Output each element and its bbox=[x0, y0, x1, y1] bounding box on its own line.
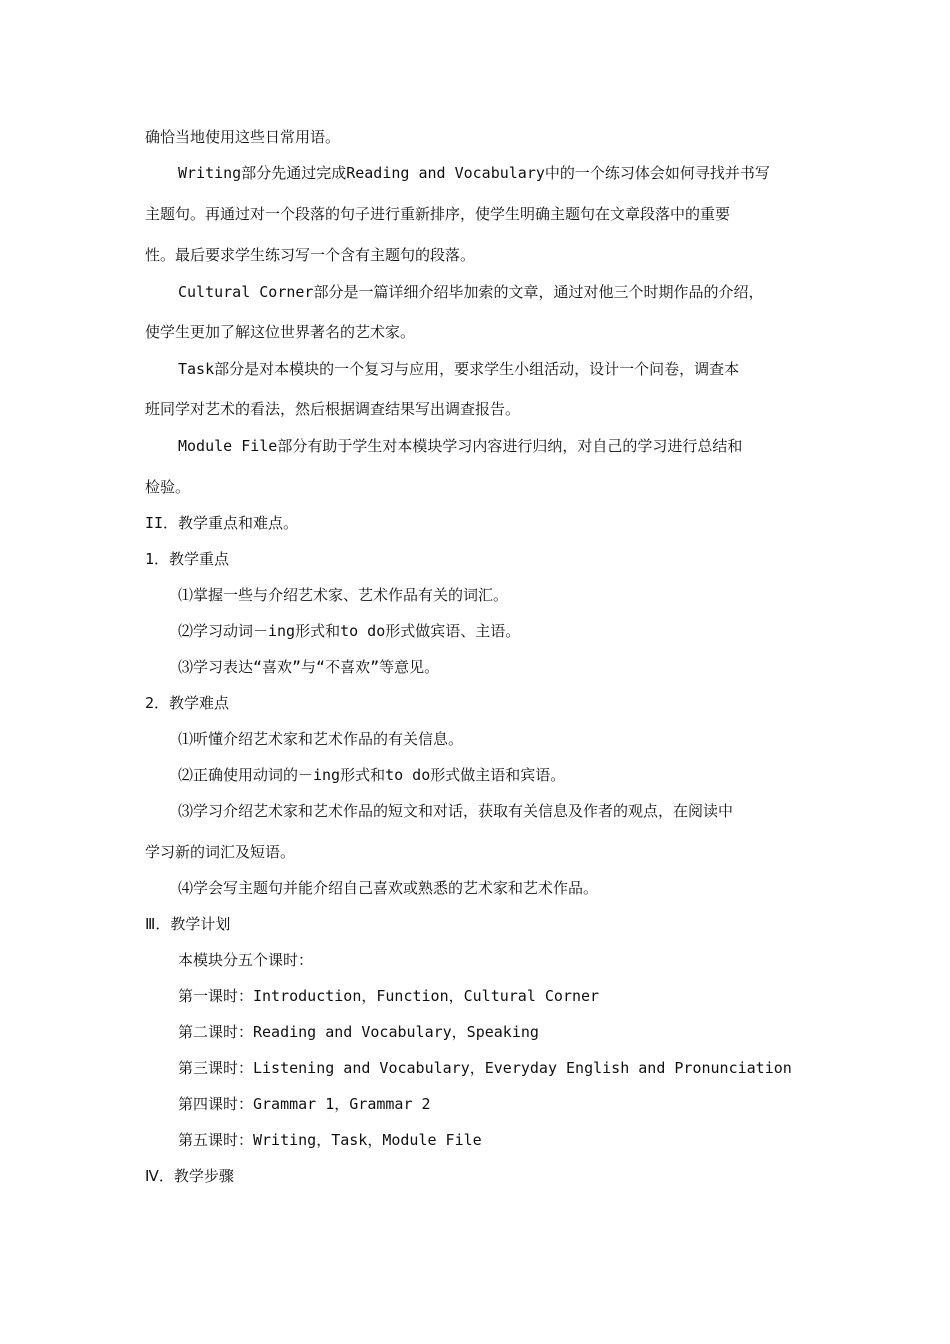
list-item: ⑴听懂介绍艺术家和艺术作品的有关信息。 bbox=[178, 730, 464, 748]
text-line: 性。最后要求学生练习写一个含有主题句的段落。 bbox=[145, 246, 476, 264]
section-heading: Ⅲ．教学计划 bbox=[145, 915, 231, 933]
text-line: 学习新的词汇及短语。 bbox=[145, 843, 296, 861]
text-line: Cultural Corner部分是一篇详细介绍毕加索的文章，通过对他三个时期作品的介绍， bbox=[178, 283, 764, 301]
text-line: 确恰当地使用这些日常用语。 bbox=[145, 128, 341, 146]
schedule-item: 第四课时：Grammar 1，Grammar 2 bbox=[178, 1095, 431, 1113]
section-heading: II．教学重点和难点。 bbox=[145, 514, 299, 532]
list-item: ⑷学会写主题句并能介绍自己喜欢或熟悉的艺术家和艺术作品。 bbox=[178, 879, 599, 897]
subsection-heading: 1．教学重点 bbox=[145, 550, 230, 568]
text-line: 使学生更加了解这位世界著名的艺术家。 bbox=[145, 323, 416, 341]
text-line: 检验。 bbox=[145, 478, 191, 496]
schedule-item: 第一课时：Introduction，Function，Cultural Corner bbox=[178, 987, 600, 1005]
list-item: ⑵正确使用动词的－ing形式和to do形式做主语和宾语。 bbox=[178, 766, 566, 784]
list-item: ⑵学习动词－ing形式和to do形式做宾语、主语。 bbox=[178, 622, 521, 640]
schedule-item: 第五课时：Writing，Task，Module File bbox=[178, 1131, 482, 1149]
schedule-item: 第二课时：Reading and Vocabulary，Speaking bbox=[178, 1023, 539, 1041]
text-line: Writing部分先通过完成Reading and Vocabulary中的一个练习体会如何寻找并书写 bbox=[178, 164, 770, 182]
list-item: ⑴掌握一些与介绍艺术家、艺术作品有关的词汇。 bbox=[178, 586, 509, 604]
subsection-heading: 2．教学难点 bbox=[145, 694, 230, 712]
list-item: ⑶学习介绍艺术家和艺术作品的短文和对话，获取有关信息及作者的观点，在阅读中 bbox=[178, 802, 734, 820]
text-line: 主题句。再通过对一个段落的句子进行重新排序，使学生明确主题句在文章段落中的重要 bbox=[145, 205, 731, 223]
section-heading: Ⅳ．教学步骤 bbox=[145, 1167, 234, 1185]
text-line: Module File部分有助于学生对本模块学习内容进行归纳，对自己的学习进行总结和 bbox=[178, 437, 743, 455]
text-line: Task部分是对本模块的一个复习与应用，要求学生小组活动，设计一个问卷，调查本 bbox=[178, 360, 740, 378]
text-line: 本模块分五个课时： bbox=[178, 951, 314, 969]
text-line: 班同学对艺术的看法，然后根据调查结果写出调查报告。 bbox=[145, 400, 521, 418]
schedule-item: 第三课时：Listening and Vocabulary，Everyday English and Pronunciation bbox=[178, 1059, 792, 1077]
list-item: ⑶学习表达“喜欢”与“不喜欢”等意见。 bbox=[178, 658, 440, 676]
